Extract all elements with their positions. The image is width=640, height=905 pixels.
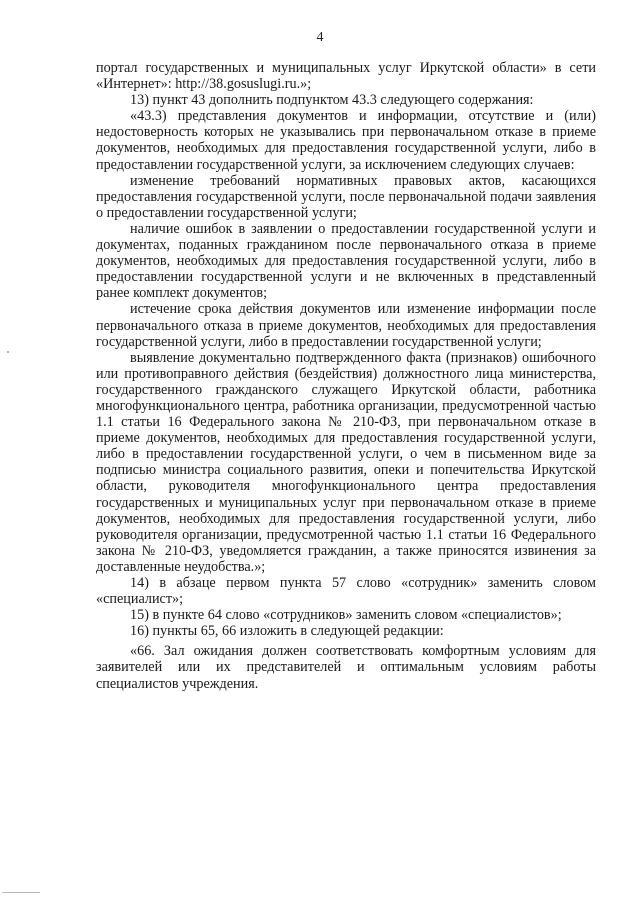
paragraph-clause-43-3: «43.3) представления документов и информации, отсутствие и (или) недостоверность которых не указывались при первоначальном отказе в приеме документов, необходимых для предоставления государственной услуги, либо в предоставлении государственной услуги, за исключением следующих случаев: [96, 108, 596, 173]
paragraph-case-4: выявление документально подтвержденного факта (признаков) ошибочного или противоправного действия (бездействия) должностного лица министерства, государственного гражданского служащего Иркутской области, работника многофункционального центра, работника организации, предусмотренной частью 1.1 статьи 16 Федерального закона № 210-ФЗ, при первоначальном отказе в приеме документов, необходимых для предоставления государственной услуги, либо в предоставлении государственной услуги, о чем в письменном виде за подписью министра социального развития, опеки и попечительства Иркутской области, руководителя многофункционального центра предоставления государственных и муниципальных услуг при первоначальном отказе в приеме документов, необходимых для предоставления государственной услуги, либо руководителя организации, предусмотренной частью 1.1 статьи 16 Федерального закона № 210-ФЗ, уведомляется гражданин, а также приносятся извинения за доставленные неудобства.»; [96, 349, 596, 575]
paragraph-portal-link: портал государственных и муниципальных услуг Иркутской области» в сети «Интернет»: http://38.gosuslugi.ru.»; [96, 60, 596, 93]
paragraph-case-1: изменение требований нормативных правовых актов, касающихся предоставления государственной услуги, после первоначальной подачи заявления о предоставлении государственной услуги; [96, 172, 596, 221]
paragraph-case-2: наличие ошибок в заявлении о предоставлении государственной услуги и документах, поданных гражданином после первоначального отказа в приеме документов, необходимых для предоставления государственной услуги, либо в предоставлении государственной услуги и не включенных в представленный ранее комплект документов; [96, 220, 596, 302]
paragraph-item-14: 14) в абзаце первом пункта 57 слово «сотрудник» заменить словом «специалист»; [96, 575, 596, 608]
paragraph-item-15: 15) в пункте 64 слово «сотрудников» заменить словом «специалистов»; [130, 607, 562, 624]
paragraph-case-3: истечение срока действия документов или изменение информации после первоначального отказа в приеме документов, необходимых для предоставления государственной услуги, либо в предоставлении государственной услуги; [96, 301, 596, 350]
paragraph-clause-66: «66. Зал ожидания должен соответствовать комфортным условиям для заявителей или их представителей и оптимальным условиям работы специалистов учреждения. [96, 643, 596, 692]
paragraph-item-16: 16) пункты 65, 66 изложить в следующей редакции: [130, 623, 444, 640]
margin-dot-mark [6, 350, 10, 354]
document-body [96, 60, 596, 692]
paragraph-item-13: 13) пункт 43 дополнить подпунктом 43.3 следующего содержания: [130, 92, 534, 109]
page-number: 4 [316, 30, 324, 45]
footer-divider [2, 892, 40, 893]
